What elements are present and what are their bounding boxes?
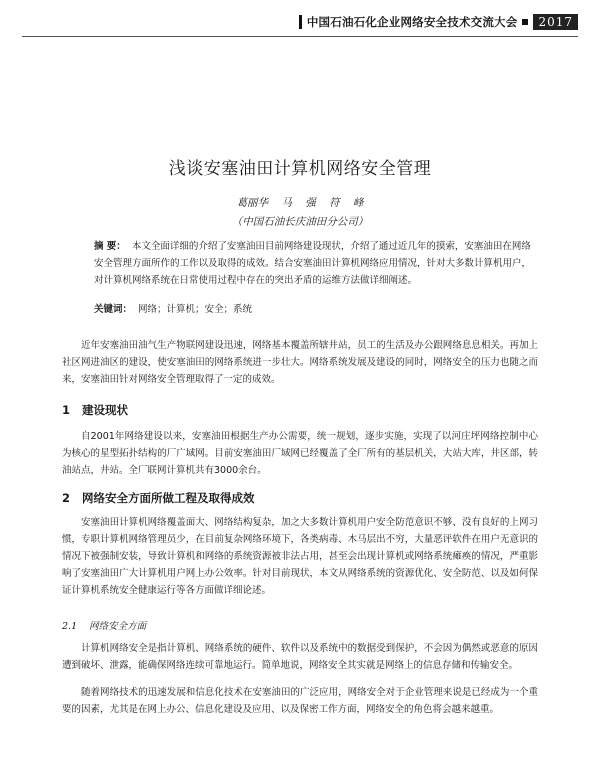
abstract-label: 摘 要： — [94, 241, 126, 252]
subsection-2-1-number: 2.1 — [62, 621, 78, 632]
section-1-title: 建设现状 — [82, 403, 129, 417]
header-bar — [299, 15, 302, 29]
section-1-number: 1 — [62, 403, 71, 417]
authors: 葛丽华 马 强 符 峰 — [236, 197, 364, 209]
subsection-2-1-paragraph-2: 随着网络技术的迅速发展和信息化技术在安塞油田的广泛应用，网络安全对于企业管理来说是已经成为一个重要的因素，尤其是在网上办公、信息化建设及应用、以及保密工作方面，网络安全的角色将会越来越重。 — [62, 687, 538, 715]
running-header — [299, 14, 578, 30]
section-2-heading — [62, 490, 255, 506]
keywords — [94, 303, 532, 317]
keywords-label: 关键词： — [94, 304, 133, 315]
section-2-title: 网络安全方面所做工程及取得成效 — [82, 491, 255, 505]
abstract — [94, 238, 532, 289]
subsection-2-1-heading — [62, 618, 146, 632]
section-1-paragraph: 自2001年网络建设以来，安塞油田根据生产办公需要，统一规划，逐步实施，实现了以河庄坪网络控制中心为核心的星型拓扑结构的厂广域网。目前安塞油田厂域网已经覆盖了全厂所有的基层机关，大站大库，井区部，转油站点，井站。全厂联网计算机共有3000余台。 — [62, 431, 538, 476]
abstract-text: 本文全面详细的介绍了安塞油田目前网络建设现状，介绍了通过近几年的摸索，安塞油田在网络安全管理方面所作的工作以及取得的成效。结合安塞油田计算机网络应用情况，针对大多数计算机用户，对计算机网络系统在日常使用过程中存在的突出矛盾的运维方法做详细阐述。 — [94, 241, 532, 286]
conference-year: 2017 — [533, 14, 578, 30]
subsection-2-1-paragraph-1: 计算机网络安全是指计算机、网络系统的硬件、软件以及系统中的数据受到保护，不会因为偶然或恶意的原因遭到破坏、泄露，能确保网络连续可靠地运行。简单地说，网络安全其实就是网络上的信息存储和传输安全。 — [62, 643, 538, 671]
intro-paragraph: 近年安塞油田油气生产物联网建设迅速，网络基本覆盖所辖井站，员工的生活及办公跟网络息息相关。再加上社区网进油区的建设，使安塞油田的网络系统进一步壮大。网络系统发展及建设的同时，网络安全的压力也随之而来，安塞油田针对网络安全管理取得了一定的成效。 — [62, 340, 538, 385]
affiliation: （中国石油长庆油田分公司） — [231, 216, 369, 228]
section-1-heading — [62, 402, 128, 418]
header-square-icon — [522, 19, 528, 25]
keywords-text: 网络；计算机；安全；系统 — [138, 304, 253, 315]
section-2-number: 2 — [62, 491, 71, 505]
section-2-paragraph: 安塞油田计算机网络覆盖面大、网络结构复杂，加之大多数计算机用户安全防范意识不够、没有良好的上网习惯，专职计算机网络管理员少，在目前复杂网络环境下，各类病毒、木马层出不穷，大量恶评软件在用户无意识的情况下被强制安装，导致计算机和网络的系统资源被非法占用，甚至会出现计算机或网络系统瘫痪的情况，严重影响了安塞油田广大计算机用户网上办公效率。针对目前现状，本文从网络系统的资源优化、安全防范、以及如何保证计算机系统安全健康运行等各方面做详细论述。 — [62, 517, 538, 596]
conference-name: 中国石油石化企业网络安全技术交流大会 — [306, 15, 518, 29]
header-rule — [22, 36, 578, 37]
paper-title: 浅谈安塞油田计算机网络安全管理 — [168, 159, 432, 179]
subsection-2-1-title: 网络安全方面 — [89, 621, 147, 632]
